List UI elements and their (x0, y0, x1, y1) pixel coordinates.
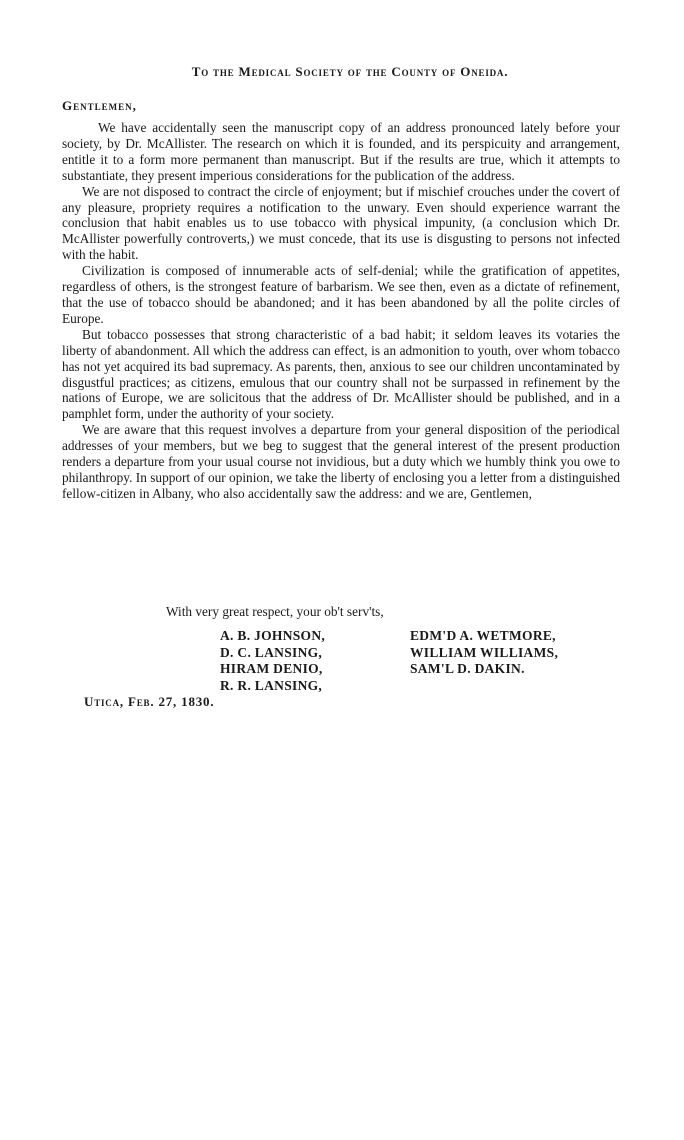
paragraph-1: We have accidentally seen the manuscript copy of an address pronounced lately before your society, by Dr. McAllister. The research on which it is founded, and its perspicuity and arrangement, entitle it to a form more permanent than manuscript. But if the results are true, which it attempts to substantiate, they present imperious considerations for the publication of the address. (62, 120, 620, 183)
letter-heading: To the Medical Society of the County of Oneida. (191, 64, 509, 79)
paragraph-5: We are aware that this request involves a departure from your general disposition of the periodical addresses of your members, but we beg to suggest that the general interest of the present production renders a departure from your usual course not invidious, but a duty which we humbly think you owe to philanthropy. In support of our opinion, we take the liberty of enclosing you a letter from a distinguished fellow-citizen in Albany, who also accidentally saw the address: and we are, Gentlemen, (62, 422, 620, 501)
closing-line: With very great respect, your ob't serv'ts, (166, 604, 384, 619)
signature-name: A. B. JOHNSON, (220, 628, 326, 643)
paragraph-2: We are not disposed to contract the circle of enjoyment; but if mischief crouches under the covert of any pleasure, propriety requires a notification to the unwary. Even should experience warrant the conclusion that habit enables us to use tobacco with physical impunity, (a conclusion which Dr. McAllister powerfully controverts,) we must concede, that its use is disgusting to persons not infected with the habit. (62, 183, 620, 263)
letter-body (62, 120, 620, 502)
signature-name: HIRAM DENIO, (220, 661, 323, 676)
signature-column-right (410, 628, 558, 678)
signature-column-left (220, 628, 325, 694)
paragraph-4: But tobacco possesses that strong characteristic of a bad habit; it seldom leaves its votaries the liberty of abandonment. All which the address can effect, is an admonition to youth, over whom tobacco has not yet acquired its bad supremacy. As parents, then, anxious to see our children uncontaminated by disgustful practices; as citizens, emulous that our country shall not be surpassed in refinement by the nations of Europe, we are solicitous that the address of Dr. McAllister should be published, and in a pamphlet form, under the authority of your society. (62, 326, 620, 422)
signature-name: SAM'L D. DAKIN. (410, 661, 525, 676)
dateline: Utica, Feb. 27, 1830. (84, 694, 215, 709)
signature-name: R. R. LANSING, (220, 677, 323, 693)
paragraph-3: Civilization is composed of innumerable acts of self-denial; while the gratification of appetites, regardless of others, is the strongest feature of barbarism. We see then, even as a dictate of refinement, that the use of tobacco should be abandoned; and it has been abandoned by all the polite circles of Europe. (62, 263, 620, 326)
signature-name: D. C. LANSING, (220, 644, 323, 660)
signature-name: WILLIAM WILLIAMS, (410, 644, 559, 660)
signature-name: EDM'D A. WETMORE, (410, 628, 556, 643)
salutation: Gentlemen, (62, 98, 137, 113)
